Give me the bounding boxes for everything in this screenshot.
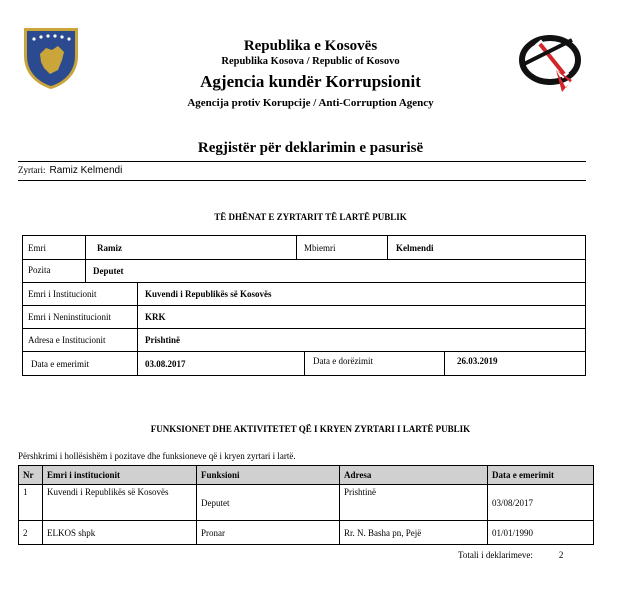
column-header: Emri i institucionit [43,466,197,485]
row-nr: 1 [19,485,43,521]
row-date: 03/08/2017 [488,485,594,521]
row-divider [23,259,585,260]
functions-description: Përshkrimi i hollësishëm i pozitave dhe funksioneve që i kryen zyrtari i lartë. [18,451,296,461]
row-divider [23,282,585,283]
position-label: Pozita [28,265,51,275]
column-header: Funksioni [197,466,340,485]
row-address: Prishtinë [340,485,488,521]
table-row [19,521,594,545]
functions-table [18,465,594,545]
title-divider [18,161,586,162]
row-divider [23,328,585,329]
row-function: Pronar [197,521,340,545]
address-label: Adresa e Institucionit [28,335,106,345]
non-institution-label: Emri i Neninstitucionit [28,312,111,322]
col-divider [137,282,138,375]
first-name-label: Emri [28,243,46,253]
non-institution-value: KRK [145,312,166,322]
submission-label: Data e dorëzimit [313,356,373,366]
position-value: Deputet [93,266,124,276]
row-nr: 2 [19,521,43,545]
last-name-value: Kelmendi [396,243,434,253]
col-divider [304,351,305,375]
document-title: Regjistër për deklarimin e pasurisë [197,140,424,156]
official-label: Zyrtari: [18,165,46,175]
submission-value: 26.03.2019 [457,356,498,366]
agency-subtitle: Agencija protiv Korupcije / Anti-Corruption Agency [187,97,434,109]
official-name: Ramiz Kelmendi [49,165,123,176]
appointment-value: 03.08.2017 [145,359,186,369]
row-address: Rr. N. Basha pn, Pejë [340,521,488,545]
official-divider [18,180,586,181]
agency-title: Agjencia kundër Korrupsionit [200,72,421,91]
row-function: Deputet [197,485,340,521]
institution-value: Kuvendi i Republikës së Kosovës [145,289,272,299]
row-date: 01/01/1990 [488,521,594,545]
institution-label: Emri i Institucionit [28,289,97,299]
personal-section-title: TË DHËNAT E ZYRTARIT TË LARTË PUBLIK [214,212,407,222]
table-row [19,485,594,521]
address-value: Prishtinë [145,335,180,345]
row-divider [23,305,585,306]
last-name-label: Mbiemri [304,243,336,253]
row-institution: ELKOS shpk [43,521,197,545]
first-name-value: Ramiz [97,243,122,253]
totals-label: Totali i deklarimeve: [458,550,533,560]
country-subtitle: Republika Kosova / Republic of Kosovo [221,56,400,67]
country-title: Republika e Kosovës [243,38,378,54]
official-line [18,165,122,176]
col-divider [85,259,86,282]
totals-value: 2 [558,550,564,560]
column-header: Nr [19,466,43,485]
table-header-row [19,466,594,485]
appointment-label: Data e emerimit [31,359,89,369]
column-header: Adresa [340,466,488,485]
column-header: Data e emerimit [488,466,594,485]
row-institution: Kuvendi i Republikës së Kosovës [43,485,197,521]
functions-section-title: FUNKSIONET DHE AKTIVITETET QË I KRYEN ZYRTARI I LARTË PUBLIK [150,424,471,434]
col-divider [387,236,388,259]
col-divider [296,236,297,259]
col-divider [85,236,86,259]
totals-line [458,550,563,560]
personal-info-table [22,235,586,376]
col-divider [444,351,445,375]
